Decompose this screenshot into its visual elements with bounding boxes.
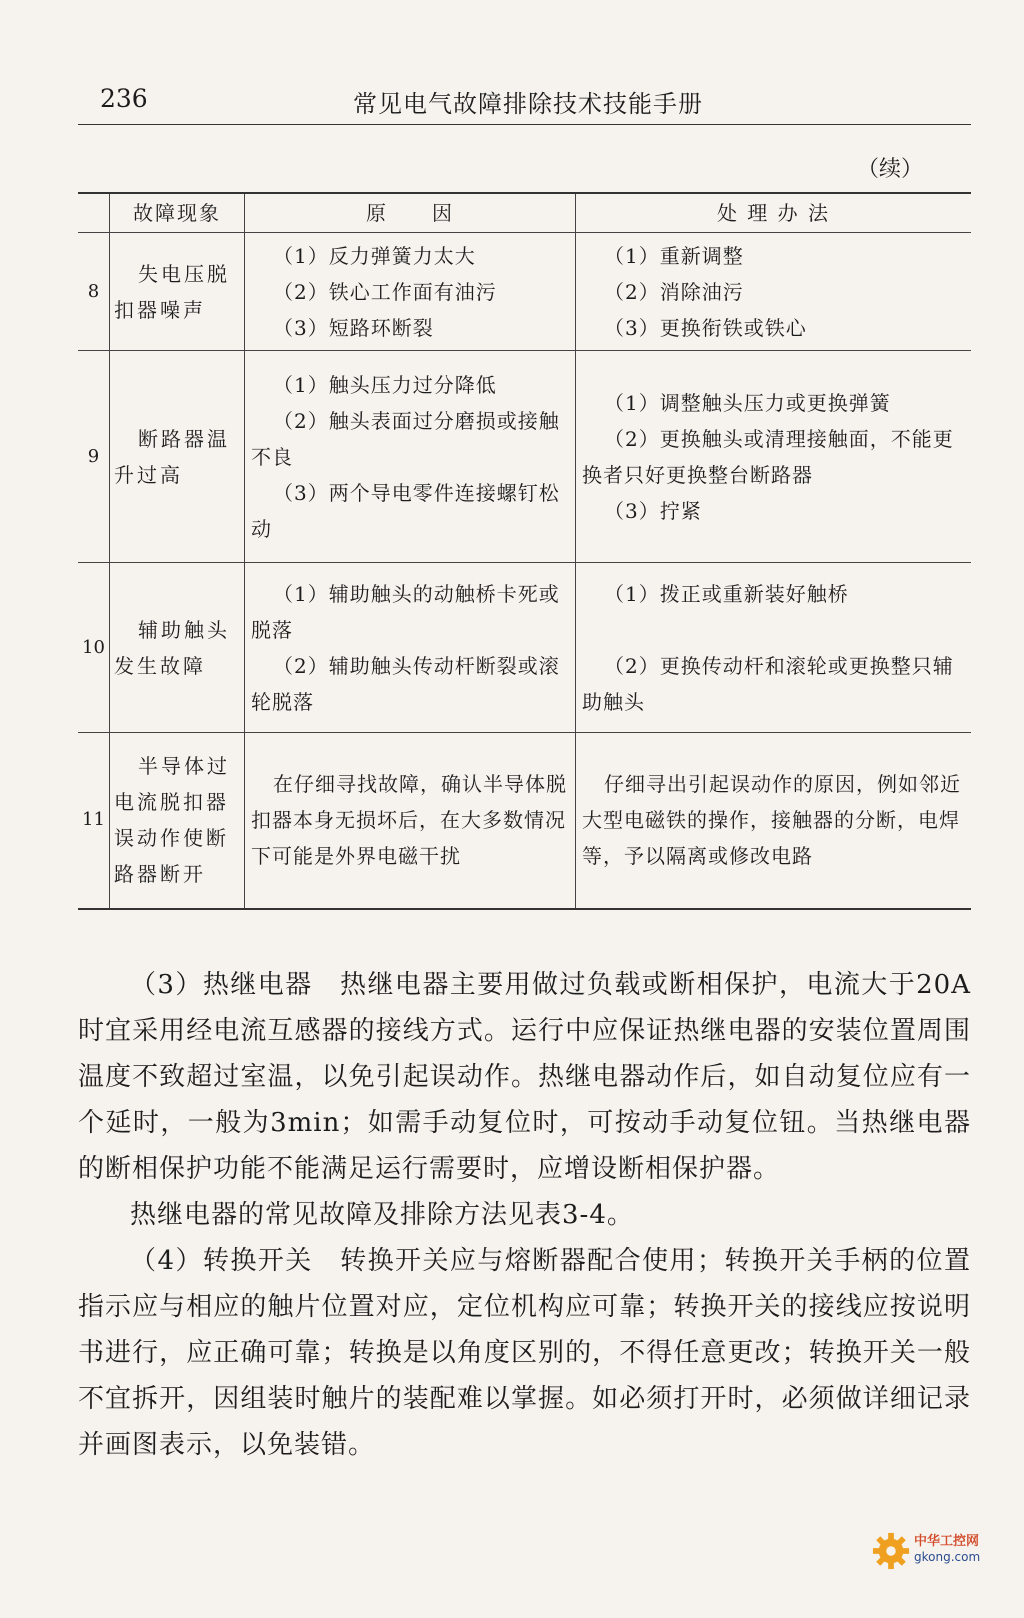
cause-line: （2）触头表面过分磨损或接触不良 <box>251 408 560 469</box>
cause-line: （1）辅助触头的动触桥卡死或脱落 <box>251 581 560 642</box>
cause-line: （1）触头压力过分降低 <box>273 372 497 397</box>
symptom-text: 半导体过电流脱扣器误动作使断路器断开 <box>114 754 230 887</box>
remedy-cell <box>576 733 972 909</box>
cause-line: （2）铁心工作面有油污 <box>273 279 497 304</box>
table-row <box>78 733 971 909</box>
row-number: 11 <box>78 733 110 909</box>
remedy-line: （3）更换衔铁或铁心 <box>604 315 807 340</box>
remedy-cell <box>576 563 972 733</box>
paragraph: 热继电器的常见故障及排除方法见表3-4。 <box>130 1200 634 1230</box>
watermark-site-name: 中华工控网 <box>914 1534 980 1549</box>
paragraph: （4）转换开关 转换开关应与熔断器配合使用；转换开关手柄的位置指示应与相应的触片位置对应，定位机构应可靠；转换开关的接线应按说明书进行，应正确可靠；转换是以角度区别的，不得任意更改；转换开关一般不宜拆开，因组装时触片的装配难以掌握。如必须打开时，必须做详细记录并画图表示，以免装错。 <box>78 1246 971 1460</box>
row-number: 10 <box>78 563 110 733</box>
remedy-line: （3）拧紧 <box>604 498 702 523</box>
symptom-cell <box>110 233 245 351</box>
symptom-cell <box>110 351 245 563</box>
gear-icon <box>872 1532 910 1570</box>
symptom-cell <box>110 733 245 909</box>
table-row <box>78 351 971 563</box>
cause-line: （1）反力弹簧力太大 <box>273 243 476 268</box>
cause-line: （2）辅助触头传动杆断裂或滚轮脱落 <box>251 653 560 714</box>
header-no <box>78 193 110 233</box>
symptom-text: 失电压脱扣器噪声 <box>114 261 230 322</box>
cause-cell <box>245 351 576 563</box>
cause-cell <box>245 233 576 351</box>
table-header-row <box>78 193 971 233</box>
fault-table <box>78 192 971 910</box>
symptom-text: 断路器温升过高 <box>114 426 230 487</box>
continued-label: （续） <box>857 157 924 182</box>
paragraph: （3）热继电器 热继电器主要用做过负载或断相保护，电流大于20A时宜采用经电流互感器的接线方式。运行中应保证热继电器的安装位置周围温度不致超过室温，以免引起误动作。热继电器动作后，如自动复位应有一个延时，一般为3min；如需手动复位时，可按动手动复位钮。当热继电器的断相保护功能不能满足运行需要时，应增设断相保护器。 <box>78 970 971 1184</box>
remedy-cell <box>576 351 972 563</box>
table-row <box>78 563 971 733</box>
remedy-line: （1）重新调整 <box>604 243 744 268</box>
remedy-line: （2）更换传动杆和滚轮或更换整只辅助触头 <box>582 653 954 714</box>
header-symptom: 故障现象 <box>110 193 245 233</box>
row-number: 9 <box>78 351 110 563</box>
row-number: 8 <box>78 233 110 351</box>
symptom-cell <box>110 563 245 733</box>
body-text <box>78 962 971 1468</box>
remedy-line: 仔细寻出引起误动作的原因，例如邻近大型电磁铁的操作，接触器的分断，电焊等，予以隔离或修改电路 <box>582 772 961 869</box>
remedy-line: （2）消除油污 <box>604 279 744 304</box>
symptom-text: 辅助触头发生故障 <box>114 617 230 678</box>
cause-line: （3）短路环断裂 <box>273 315 434 340</box>
page-header <box>78 84 971 125</box>
cause-cell <box>245 563 576 733</box>
cause-cell <box>245 733 576 909</box>
page-number: 236 <box>100 84 148 113</box>
remedy-line: （1）调整触头压力或更换弹簧 <box>604 390 891 415</box>
watermark-url: gkong.com <box>914 1550 981 1564</box>
cause-line: （3）两个导电零件连接螺钉松动 <box>251 480 560 541</box>
remedy-line: （1）拨正或重新装好触桥 <box>604 581 849 606</box>
remedy-cell <box>576 233 972 351</box>
book-title: 常见电气故障排除技术技能手册 <box>353 90 703 118</box>
cause-line: 在仔细寻找故障，确认半导体脱扣器本身无损坏后，在大多数情况下可能是外界电磁干扰 <box>251 772 567 869</box>
table-row <box>78 233 971 351</box>
header-cause: 原 因 <box>245 193 576 233</box>
watermark <box>872 1524 1012 1574</box>
header-remedy: 处 理 办 法 <box>576 193 972 233</box>
remedy-line: （2）更换触头或清理接触面，不能更换者只好更换整台断路器 <box>582 426 954 487</box>
